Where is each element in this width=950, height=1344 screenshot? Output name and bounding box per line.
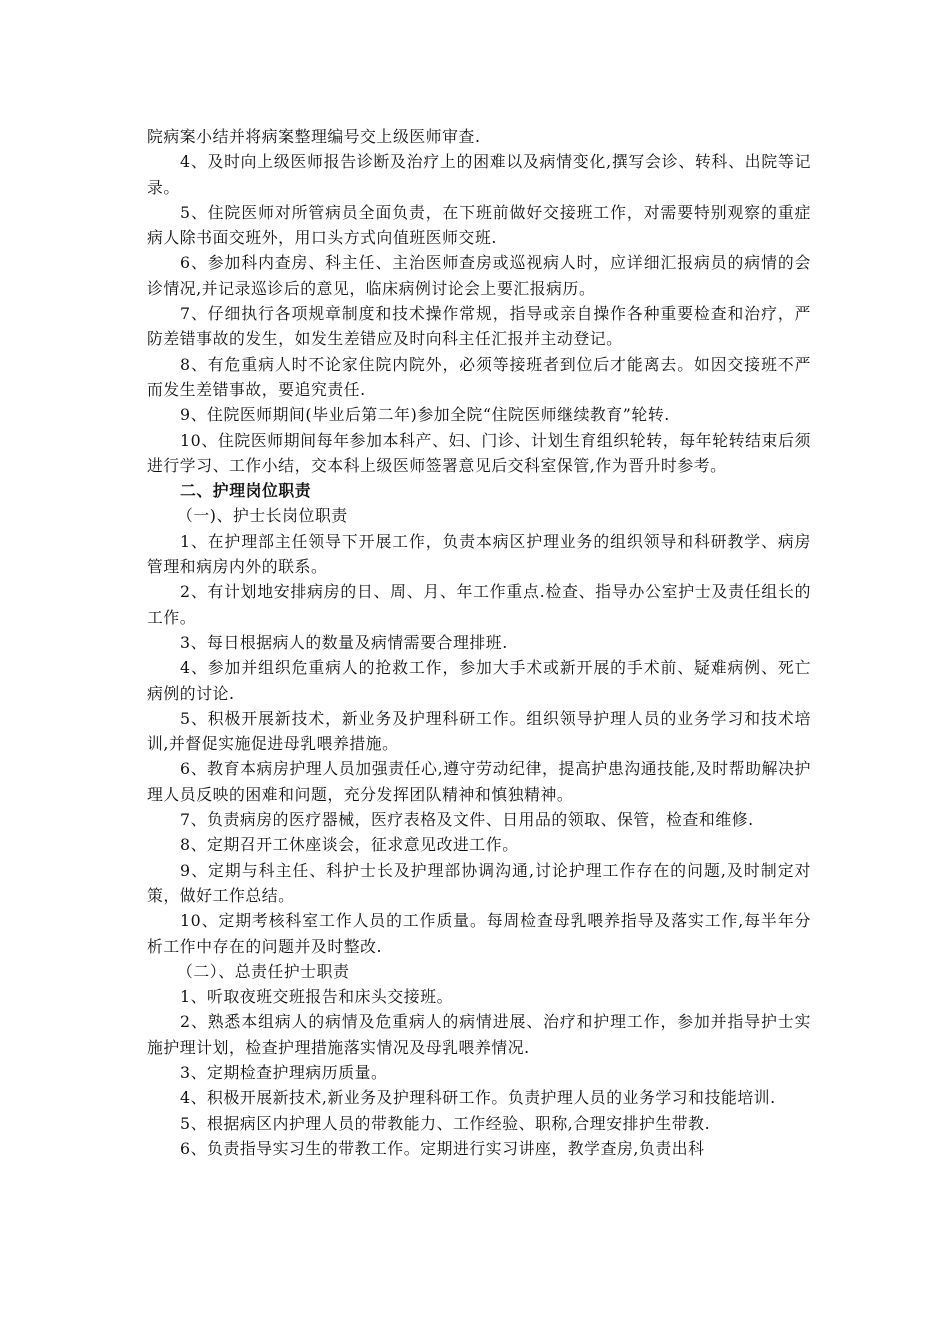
paragraph-item-6: 6、参加科内查房、科主任、主治医师查房或巡视病人时，应详细汇报病员的病情的会诊情况,并记录巡诊后的意见，临床病例讨论会上要汇报病历。: [147, 253, 811, 298]
paragraph-item-8: 8、有危重病人时不论家住院内院外，必须等接班者到位后才能离去。如因交接班不严而发生差错事故，要追究责任.: [147, 354, 811, 399]
paragraph-item-7: 7、仔细执行各项规章制度和技术操作常规，指导或亲自操作各种重要检查和治疗，严防差错事故的发生，如发生差错应及时向科主任汇报并主动登记。: [147, 304, 811, 349]
list-item: 2、有计划地安排病房的日、周、月、年工作重点.检查、指导办公室护士及责任组长的工作。: [147, 582, 811, 627]
list-item: 6、负责指导实习生的带教工作。定期进行实习讲座，教学查房,负责出科: [180, 1138, 705, 1158]
list-item: 4、参加并组织危重病人的抢救工作，参加大手术或新开展的手术前、疑难病例、死亡病例的讨论.: [147, 658, 811, 703]
list-item: 9、定期与科主任、科护士长及护理部协调沟通,讨论护理工作存在的问题,及时制定对策，做好工作总结。: [147, 860, 811, 905]
list-item: 1、在护理部主任领导下开展工作，负责本病区护理业务的组织领导和科研教学、病房管理和病房内外的联系。: [147, 531, 811, 577]
list-item: 7、负责病房的医疗器械，医疗表格及文件、日用品的领取、保管，检查和维修.: [180, 810, 754, 830]
list-item: 4、积极开展新技术,新业务及护理科研工作。负责护理人员的业务学习和技能培训.: [180, 1088, 776, 1108]
list-item: 3、定期检查护理病历质量。: [180, 1062, 388, 1082]
list-item: 5、根据病区内护理人员的带教能力、工作经验、职称,合理安排护生带教.: [180, 1113, 711, 1133]
list-item: 8、定期召开工休座谈会，征求意见改进工作。: [180, 835, 519, 855]
document-body: [147, 124, 811, 1161]
paragraph-item-5: 5、住院医师对所管病员全面负责，在下班前做好交接班工作，对需要特别观察的重症病人除书面交班外，用口头方式向值班医师交班.: [147, 202, 811, 248]
paragraph-continued: 院病案小结并将病案整理编号交上级医师审查.: [147, 127, 481, 146]
paragraph-item-10: 10、住院医师期间每年参加本科产、妇、门诊、计划生育组织轮转，每年轮转结束后须进行学习、工作小结，交本科上级医师签署意见后交科室保管,作为晋升时参考。: [147, 430, 811, 475]
section-heading: 二、护理岗位职责: [180, 481, 312, 501]
list-item: 5、积极开展新技术，新业务及护理科研工作。组织领导护理人员的业务学习和技术培训,并督促实施促进母乳喂养措施。: [147, 708, 811, 754]
subsection-heading-head-nurse: （一)、护士长岗位职责: [177, 506, 348, 526]
list-item: 1、听取夜班交班报告和床头交接班。: [180, 987, 454, 1007]
paragraph-item-9: 9、住院医师期间(毕业后第二年)参加全院“住院医师继续教育”轮转.: [180, 405, 670, 425]
paragraph-item-4: 4、及时向上级医师报告诊断及治疗上的困难以及病情变化,撰写会诊、转科、出院等记录。: [147, 152, 811, 197]
list-item: 2、熟悉本组病人的病情及危重病人的病情进展、治疗和护理工作，参加并指导护士实施护理计划，检查护理措施落实情况及母乳喂养情况.: [147, 1012, 811, 1057]
subsection-heading-chief-nurse: （二）、总责任护士职责: [177, 961, 350, 981]
list-item: 6、教育本病房护理人员加强责任心,遵守劳动纪律，提高护患沟通技能,及时帮助解决护理人员反映的困难和问题，充分发挥团队精神和慎独精神。: [147, 759, 811, 804]
list-item: 10、定期考核科室工作人员的工作质量。每周检查母乳喂养指导及落实工作,每半年分析工作中存在的问题并及时整改.: [147, 911, 811, 956]
list-item: 3、每日根据病人的数量及病情需要合理排班.: [180, 632, 508, 652]
